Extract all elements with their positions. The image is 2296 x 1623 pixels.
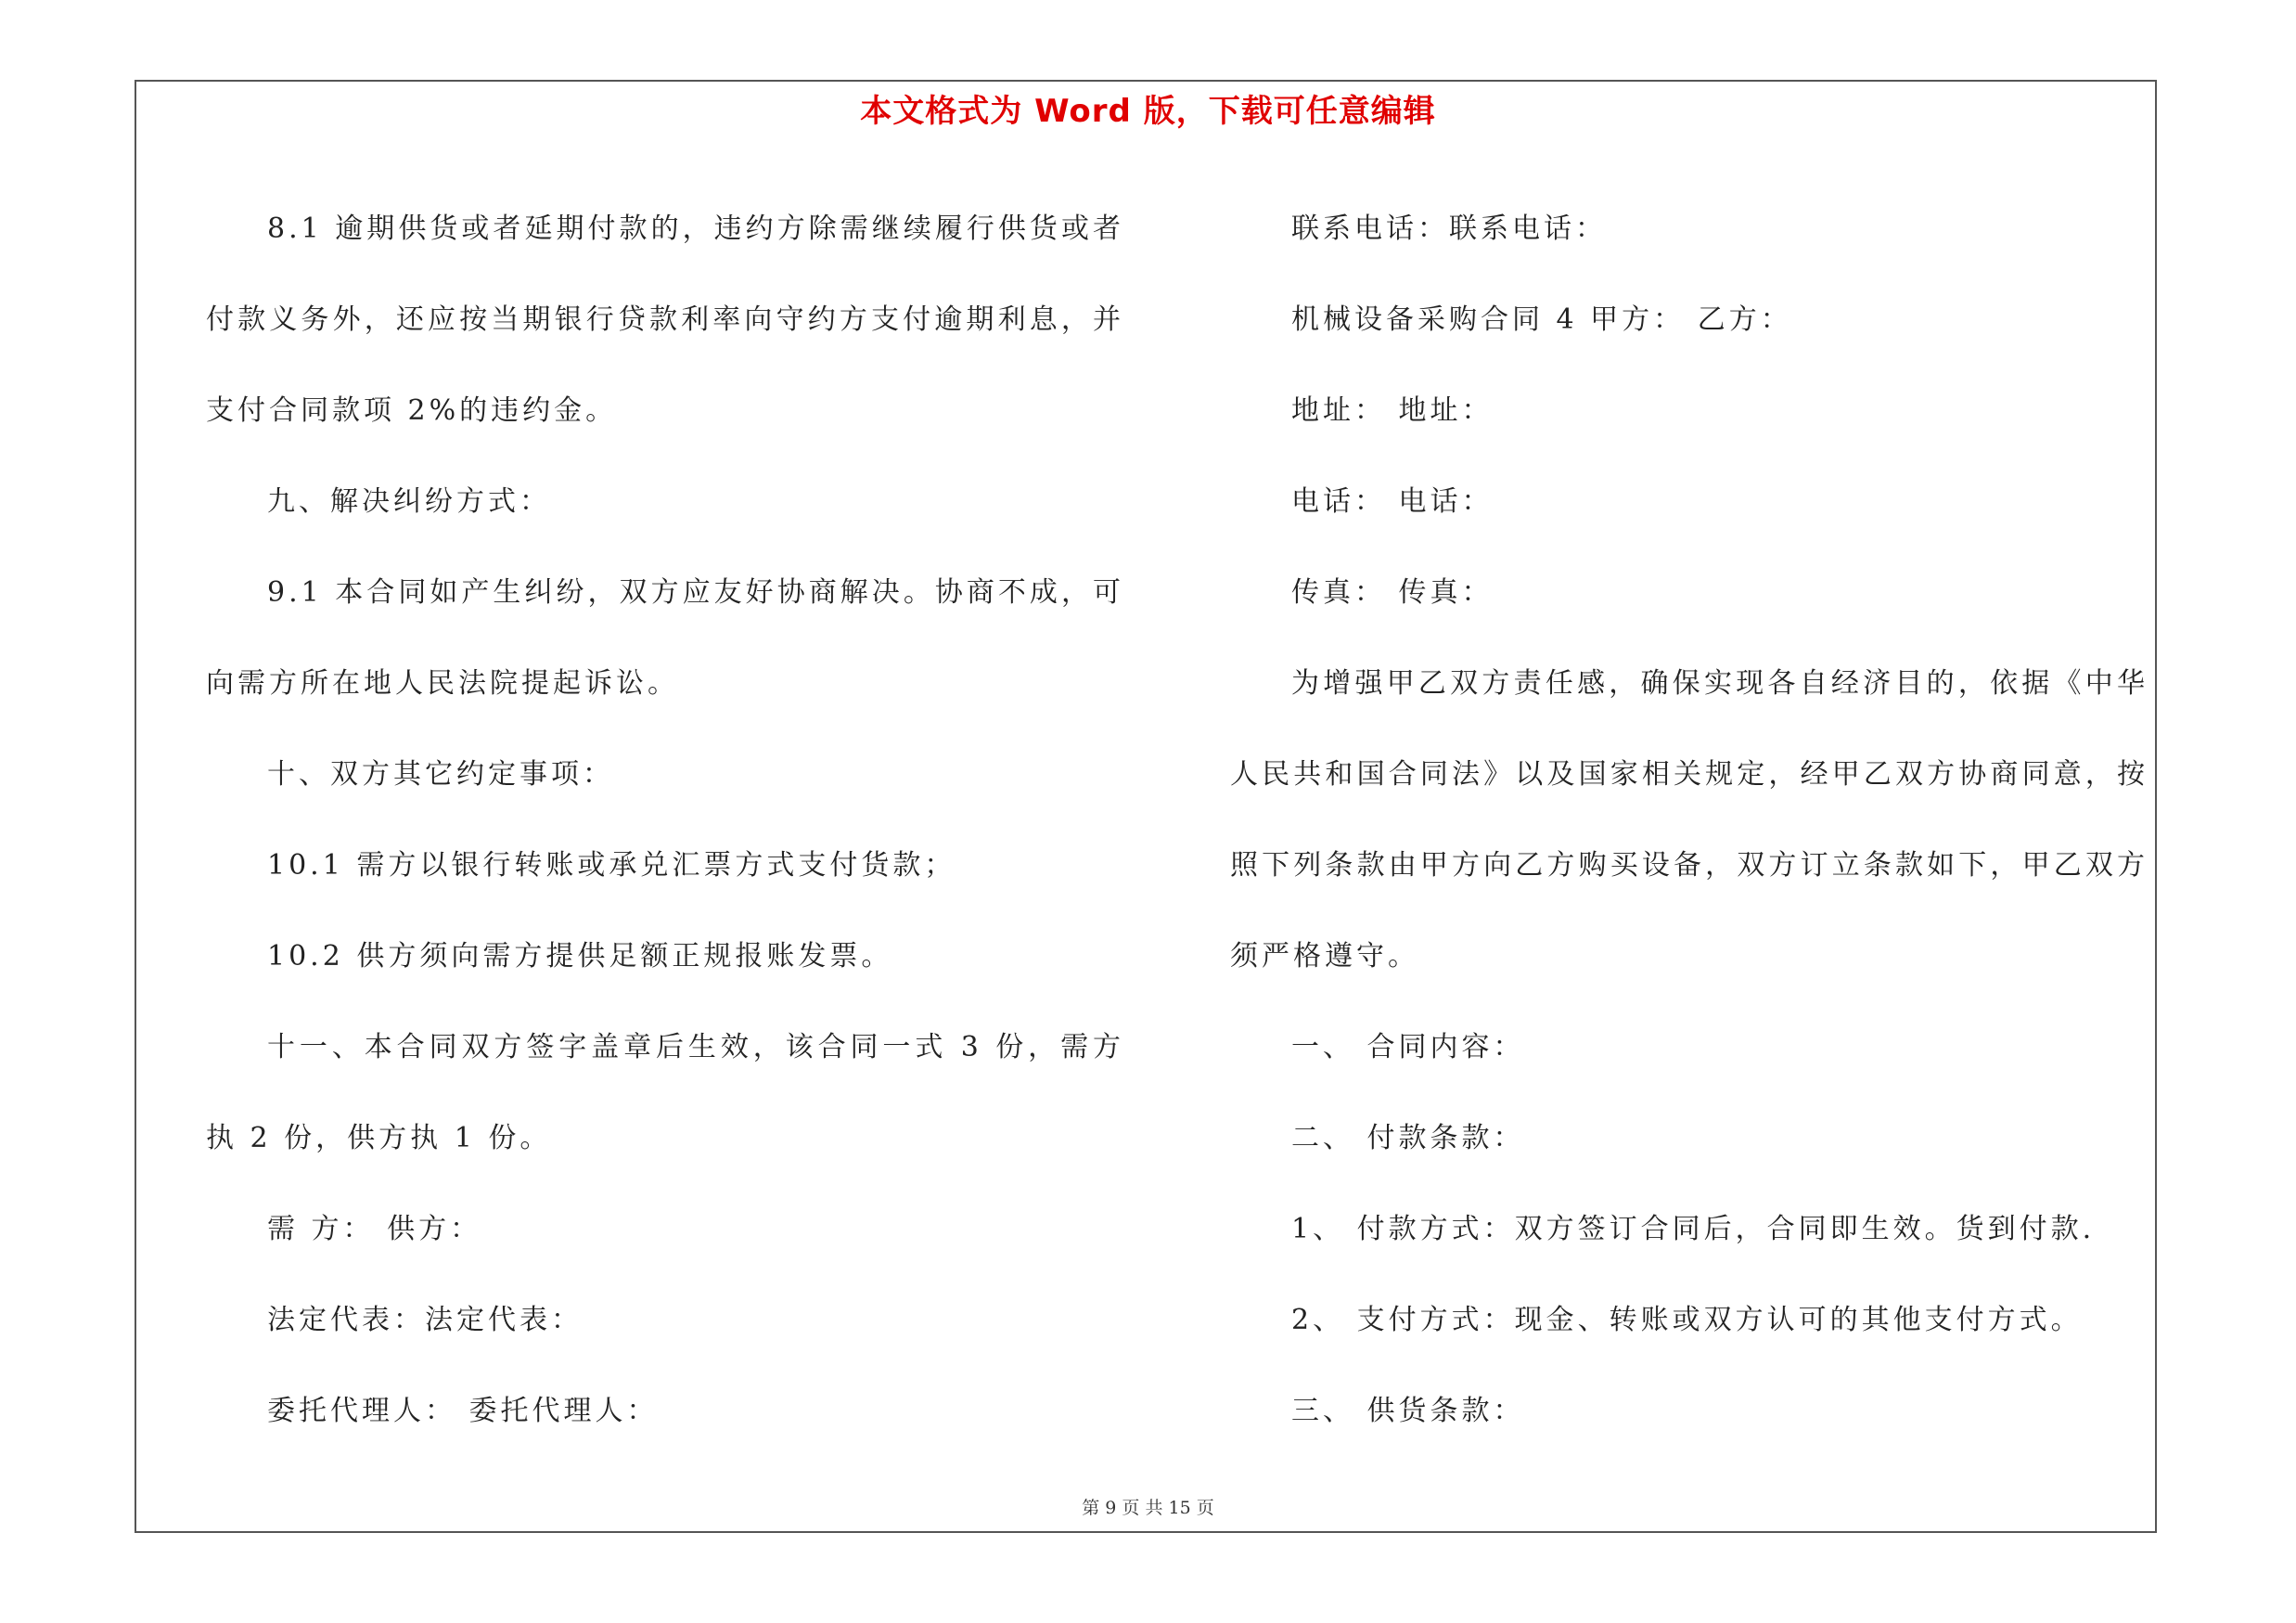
contract-title-parties: 机械设备采购合同 4 甲方： 乙方： — [1291, 303, 1792, 336]
clause-10-2: 10.2 供方须向需方提供足额正规报账发票。 — [267, 940, 893, 973]
payment-method: 1、 付款方式：双方签订合同后，合同即生效。货到付款. — [1291, 1213, 2096, 1245]
clause-10-1: 10.1 需方以银行转账或承兑汇票方式支付货款； — [267, 849, 956, 882]
signature-legal-rep: 法定代表：法定代表： — [267, 1304, 583, 1336]
page-number: 第 9 页 共 15 页 — [1082, 1498, 1214, 1518]
clause-9-1: 9.1 本合同如产生纠纷，双方应友好协商解决。协商不成，可向需方所在地人民法院提起诉讼。 — [206, 576, 1124, 700]
section-10-heading: 十、双方其它约定事项： — [267, 758, 614, 791]
section-9-heading: 九、解决纠纷方式： — [267, 485, 551, 518]
section-3-heading: 三、 供货条款： — [1291, 1395, 1525, 1427]
payment-type: 2、 支付方式：现金、转账或双方认可的其他支付方式。 — [1291, 1304, 2083, 1336]
contract-preamble: 为增强甲乙双方责任感，确保实现各自经济目的，依据《中华人民共和国合同法》以及国家相关规定，经甲乙双方协商同意，按照下列条款由甲方向乙方购买设备，双方订立条款如下，甲乙双方须严格遵守。 — [1230, 667, 2148, 973]
signature-agent: 委托代理人： 委托代理人： — [267, 1395, 659, 1427]
section-11: 十一、本合同双方签字盖章后生效，该合同一式 3 份，需方执 2 份，供方执 1 份。 — [206, 1031, 1124, 1154]
clause-8-1: 8.1 逾期供货或者延期付款的，违约方除需继续履行供货或者付款义务外，还应按当期银行贷款利率向守约方支付逾期利息，并支付合同款项 2%的违约金。 — [206, 213, 1124, 427]
left-column — [206, 184, 1124, 1457]
section-2-heading: 二、 付款条款： — [1291, 1122, 1525, 1154]
contact-phone: 联系电话：联系电话： — [1291, 213, 1607, 245]
fax-line: 传真： 传真： — [1291, 576, 1494, 609]
address-line: 地址： 地址： — [1291, 394, 1494, 427]
phone-line: 电话： 电话： — [1291, 485, 1494, 518]
right-column — [1230, 184, 2148, 1457]
word-format-notice: 本文格式为 Word 版，下载可任意编辑 — [860, 93, 1436, 130]
section-1-heading: 一、 合同内容： — [1291, 1031, 1525, 1063]
signature-parties: 需 方： 供方： — [267, 1213, 482, 1245]
